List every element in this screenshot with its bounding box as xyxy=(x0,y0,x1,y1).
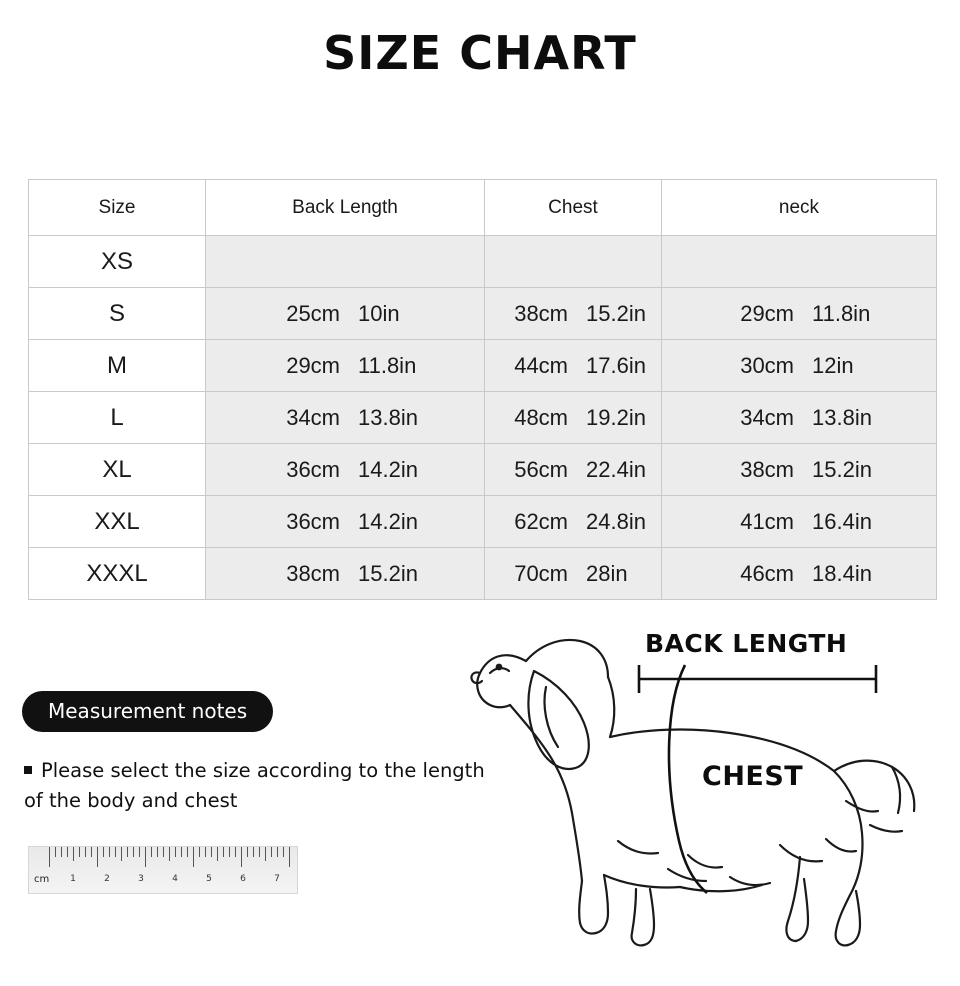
cell-back-length: 25cm 10in xyxy=(206,288,485,340)
cell-neck: 30cm 12in xyxy=(662,340,937,392)
table-row xyxy=(29,236,937,288)
header-size: Size xyxy=(29,180,206,236)
chest-label: CHEST xyxy=(702,761,804,792)
cell-chest: 48cm 19.2in xyxy=(485,392,662,444)
dog-measurement-diagram xyxy=(430,601,950,986)
table-row xyxy=(29,496,937,548)
cell-back-length: 36cm 14.2in xyxy=(206,444,485,496)
cell-neck: 29cm 11.8in xyxy=(662,288,937,340)
measurement-notes-badge: Measurement notes xyxy=(22,691,273,732)
cell-back-length: 38cm 15.2in xyxy=(206,548,485,600)
cell-size: XL xyxy=(29,444,206,496)
cell-neck: 38cm 15.2in xyxy=(662,444,937,496)
cell-neck: 34cm 13.8in xyxy=(662,392,937,444)
cell-neck xyxy=(662,236,937,288)
ruler-ticks xyxy=(29,847,297,873)
cell-size: M xyxy=(29,340,206,392)
cell-size: XXL xyxy=(29,496,206,548)
table-row xyxy=(29,548,937,600)
header-back-length: Back Length xyxy=(206,180,485,236)
header-neck: neck xyxy=(662,180,937,236)
ruler-unit-label: cm xyxy=(34,874,50,885)
size-chart-table-wrapper xyxy=(28,179,932,600)
notes-line-2: of the body and chest xyxy=(24,789,238,813)
cell-back-length: 36cm 14.2in xyxy=(206,496,485,548)
table-row xyxy=(29,288,937,340)
cell-back-length: 29cm 11.8in xyxy=(206,340,485,392)
notes-line-1: Please select the size according to the length xyxy=(41,759,485,782)
cell-chest: 56cm 22.4in xyxy=(485,444,662,496)
ruler-graphic xyxy=(28,846,298,894)
measurement-notes-text xyxy=(24,756,494,816)
cell-back-length xyxy=(206,236,485,288)
header-chest: Chest xyxy=(485,180,662,236)
page-title: SIZE CHART xyxy=(323,26,637,80)
cell-chest: 62cm 24.8in xyxy=(485,496,662,548)
back-length-label: BACK LENGTH xyxy=(645,629,848,658)
cell-chest: 44cm 17.6in xyxy=(485,340,662,392)
cell-size: L xyxy=(29,392,206,444)
cell-back-length: 34cm 13.8in xyxy=(206,392,485,444)
cell-neck: 41cm 16.4in xyxy=(662,496,937,548)
cell-chest: 38cm 15.2in xyxy=(485,288,662,340)
table-row xyxy=(29,444,937,496)
cell-size: XXXL xyxy=(29,548,206,600)
cell-chest: 70cm 28in xyxy=(485,548,662,600)
size-chart-table xyxy=(28,179,937,600)
ruler-numbers: 1 2 3 4 5 6 7 xyxy=(70,874,280,884)
cell-chest xyxy=(485,236,662,288)
bullet-icon xyxy=(24,766,32,774)
cell-size: XS xyxy=(29,236,206,288)
table-row xyxy=(29,340,937,392)
cell-neck: 46cm 18.4in xyxy=(662,548,937,600)
table-header-row xyxy=(29,180,937,236)
cell-size: S xyxy=(29,288,206,340)
table-row xyxy=(29,392,937,444)
